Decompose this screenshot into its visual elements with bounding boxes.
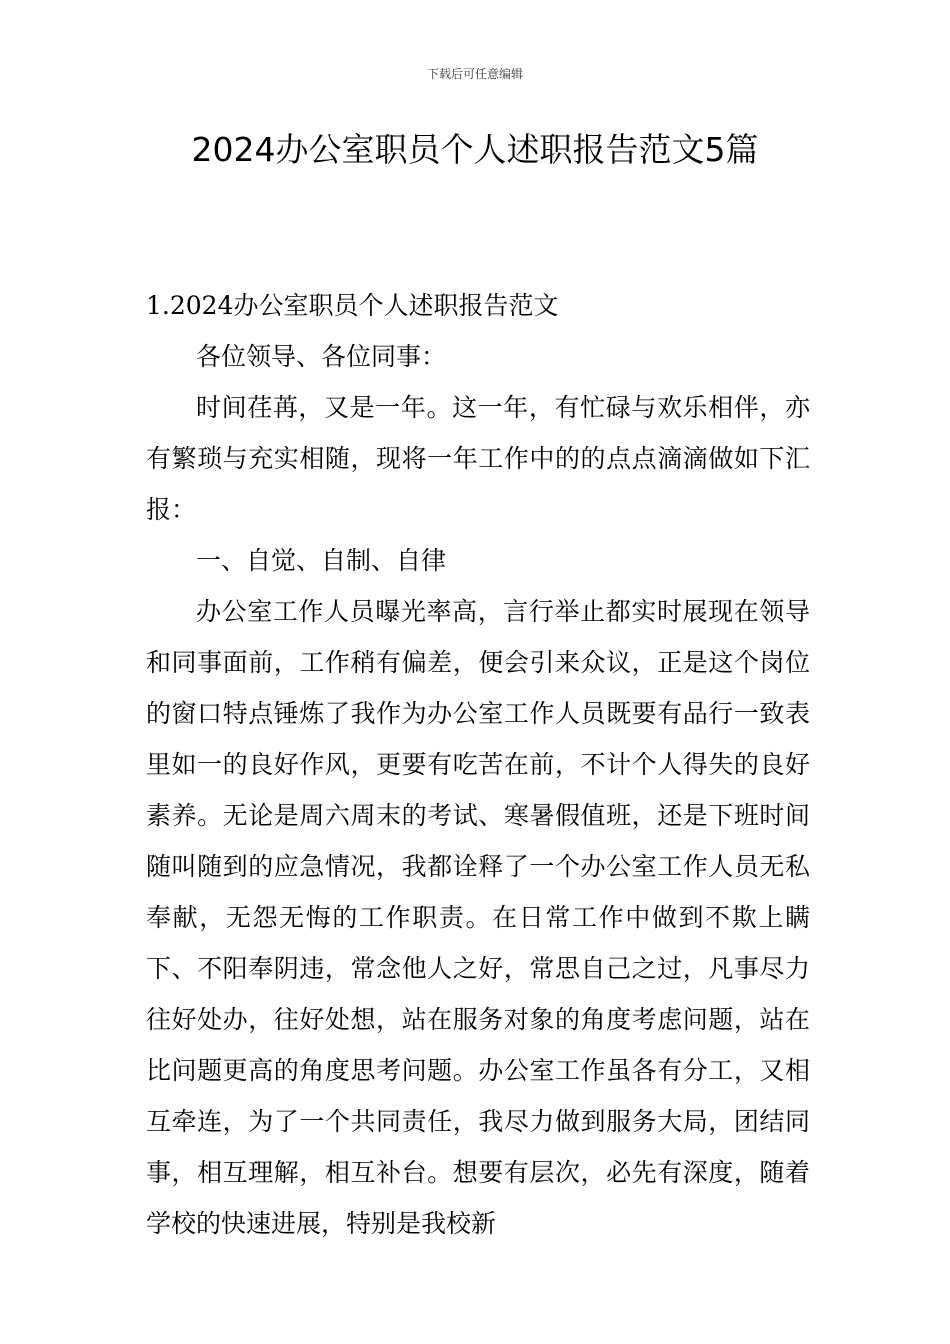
salutation-paragraph: 各位领导、各位同事： <box>196 342 447 371</box>
document-body <box>146 280 810 1249</box>
header-note: 下载后可任意编辑 <box>426 67 523 81</box>
document-title: 2024办公室职员个人述职报告范文5篇 <box>191 130 759 169</box>
body-paragraph: 办公室工作人员曝光率高，言行举止都实时展现在领导和同事面前，工作稍有偏差，便会引来众议，正是这个岗位的窗口特点锤炼了我作为办公室工作人员既要有品行一致表里如一的良好作风，更要有吃苦在前，不计个人得失的良好素养。无论是周六周末的考试、寒暑假值班，还是下班时间随叫随到的应急情况，我都诠释了一个办公室工作人员无私奉献，无怨无悔的工作职责。在日常工作中做到不欺上瞒下、不阳奉阴违，常念他人之好，常思自己之过，凡事尽力往好处办，往好处想，站在服务对象的角度考虑问题，站在比问题更高的角度思考问题。办公室工作虽各有分工，又相互牵连，为了一个共同责任，我尽力做到服务大局，团结同事，相互理解，相互补台。想要有层次，必先有深度，随着学校的快速进展，特别是我校新 <box>146 597 810 1238</box>
intro-paragraph: 时间荏苒，又是一年。这一年，有忙碌与欢乐相伴，亦有繁琐与充实相随，现将一年工作中的的点点滴滴做如下汇报： <box>146 393 810 524</box>
subheading-paragraph: 一、自觉、自制、自律 <box>196 546 447 575</box>
section-heading: 1.2024办公室职员个人述职报告范文 <box>146 291 559 320</box>
